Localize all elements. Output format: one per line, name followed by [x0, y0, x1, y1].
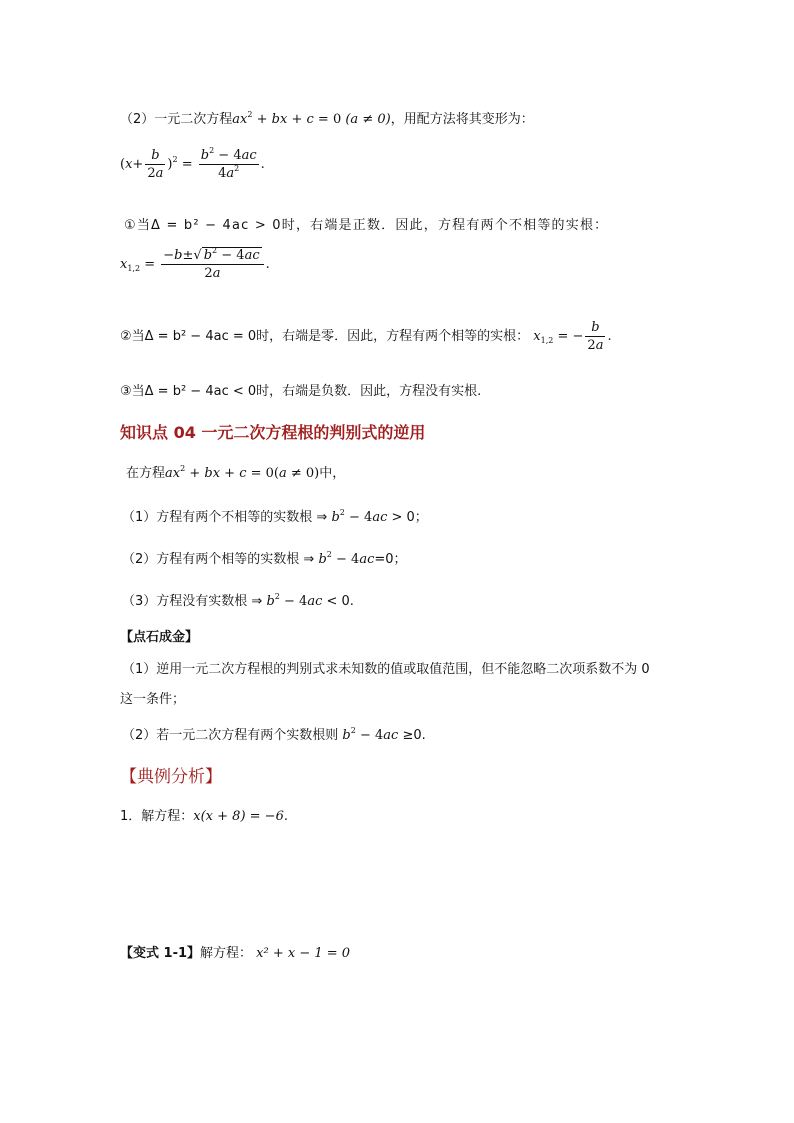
examples-title: 【典例分析】 [120, 767, 222, 787]
item-two-distinct-roots: （1）方程有两个不相等的实数根 ⇒ $b^2 - 4ac > 0$； [122, 508, 428, 525]
case-zero-discriminant: ②当Δ = b² − 4ac = 0时，右端是零．因此，方程有两个相等的实根： $x_{1,2}$ = − $\frac{b}{2a}$ . [120, 320, 612, 353]
var11-label: 【变式 1-1】 [120, 946, 201, 961]
variant-1-1 [120, 942, 350, 961]
quadratic-roots-formula: $x_{1,2}$ = $\frac{-b\pm√ b^2 - 4ac}{2a}$ . [120, 246, 270, 281]
item3-text: （3）方程没有实数根 [122, 594, 248, 609]
var11-text: 解方程： [200, 946, 253, 961]
in-eq-prefix: 在方程 [126, 466, 166, 481]
in-equation-line: 在方程$ax^2$ + bx + c = 0(a ≠ 0)中， [126, 464, 346, 481]
line3-text: ①当Δ = b² − 4ac > 0时，右端是正数．因此，方程有两个不相等的实根： [124, 218, 609, 233]
item-two-equal-roots: （2）方程有两个相等的实数根 ⇒ $b^2 - 4ac=0$； [122, 550, 407, 567]
item3-tail: < 0. [326, 594, 354, 609]
tip-p2-text: （2）若一元二次方程有两个实数根则 [122, 728, 339, 743]
tip-paragraph-1a: （1）逆用一元二次方程根的判别式求未知数的值或取值范围，但不能忽略二次项系数不为 0 [122, 662, 650, 677]
q1-label: 1．解方程： [120, 809, 194, 824]
completed-square-formula: (x+ $\frac{b}{2a}$ )$^2$ = $\frac{b^2 - 4ac}{4a^2}$ . [120, 146, 265, 181]
item-no-real-roots: （3）方程没有实数根 ⇒ $b^2 - 4ac < 0$. [122, 592, 354, 609]
line5-text: ②当Δ = b² − 4ac = 0时，右端是零．因此，方程有两个相等的实根： [120, 329, 530, 344]
tip-title: 【点石成金】 [120, 630, 199, 645]
question-1 [120, 805, 288, 824]
line6-text: ③当Δ = b² − 4ac < 0时，右端是负数．因此，方程没有实根. [120, 384, 482, 399]
in-eq-suffix: 中， [319, 466, 346, 481]
item1-text: （1）方程有两个不相等的实数根 [122, 510, 313, 525]
tip-paragraph-2: （2）若一元二次方程有两个实数根则 $b^2 - 4ac \ge 0$. [122, 726, 426, 743]
item1-tail: > 0； [391, 510, 428, 525]
line1-prefix: （2）一元二次方程 [120, 112, 233, 127]
line1-mid: ，用配方法将其变形为： [390, 112, 534, 127]
item2-tail: =0； [374, 552, 407, 567]
var11-equation: x² + x − 1 = 0 [256, 946, 351, 961]
case-positive-discriminant [124, 214, 608, 233]
line1-cond: (a ≠ 0) [345, 112, 391, 127]
case-negative-discriminant [120, 380, 481, 399]
tip-p2-tail: ≥0. [402, 728, 426, 743]
tip-paragraph-1b: 这一条件； [120, 692, 186, 707]
line-completing-square-intro: （2）一元二次方程$ax^2$ + bx + c = 0 (a ≠ 0)，用配方法将其变形为： [120, 110, 534, 127]
q1-equation: x(x + 8) = −6 [193, 809, 284, 824]
item2-text: （2）方程有两个相等的实数根 [122, 552, 300, 567]
q1-end: . [283, 809, 288, 824]
section-title-kp04: 知识点 04 一元二次方程根的判别式的逆用 [120, 423, 426, 442]
